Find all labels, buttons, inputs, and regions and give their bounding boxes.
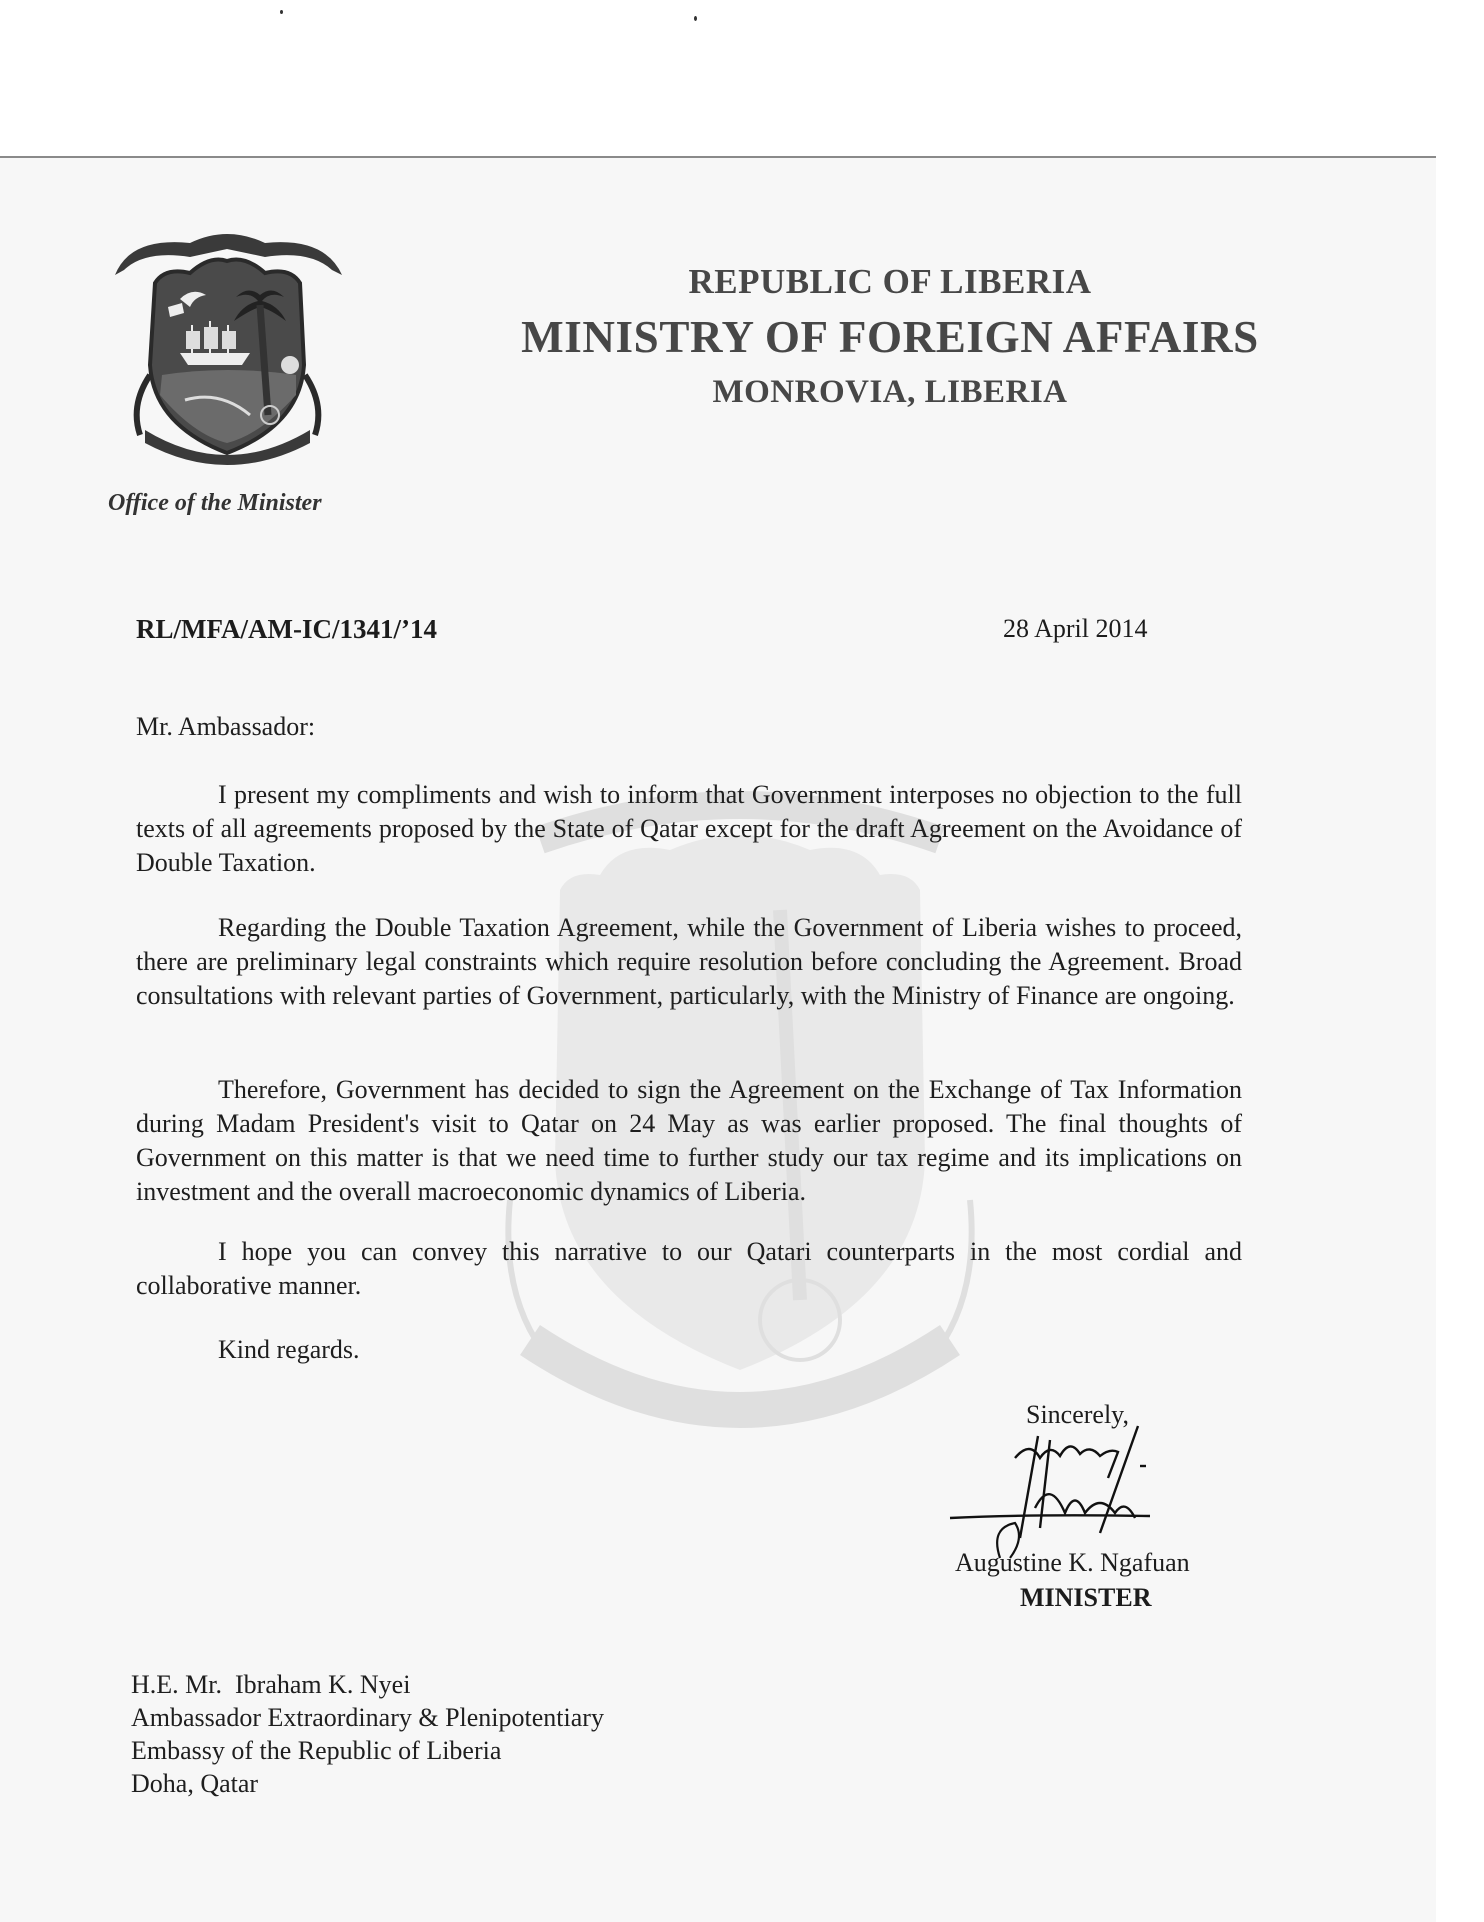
letterhead-ministry: MINISTRY OF FOREIGN AFFAIRS bbox=[521, 311, 1259, 362]
recipient-name: H.E. Mr. Ibraham K. Nyei bbox=[131, 1670, 411, 1699]
closing-line: Kind regards. bbox=[218, 1335, 360, 1364]
scan-speck bbox=[694, 16, 697, 21]
letterhead-country: REPUBLIC OF LIBERIA bbox=[688, 262, 1092, 301]
salutation: Mr. Ambassador: bbox=[136, 712, 316, 741]
body-paragraph: Regarding the Double Taxation Agreement, while the Government of Liberia wishes to proceed, there are preliminary legal constraints which require resolution before concluding the Agreement. Broad consultations with relevant parties of Government, particularly, with the Ministry of Finance are ongoing. bbox=[136, 913, 1242, 1010]
letter-date: 28 April 2014 bbox=[1003, 614, 1148, 643]
recipient-title: Ambassador Extraordinary & Plenipotentiary bbox=[131, 1703, 604, 1732]
office-label: Office of the Minister bbox=[108, 490, 322, 516]
scan-speck bbox=[280, 10, 283, 14]
handwritten-signature-icon bbox=[940, 1418, 1180, 1563]
body-paragraph: I present my compliments and wish to inform that Government interposes no objection to the full texts of all agreements proposed by the State of Qatar except for the draft Agreement on the Avoidance of Double Taxation. bbox=[136, 780, 1242, 877]
signatory-name: Augustine K. Ngafuan bbox=[955, 1548, 1190, 1577]
recipient-location: Doha, Qatar bbox=[131, 1769, 259, 1798]
signoff-sincerely: Sincerely, bbox=[1026, 1400, 1129, 1429]
reference-number: RL/MFA/AM-IC/1341/’14 bbox=[136, 614, 437, 644]
signatory-title: MINISTER bbox=[1020, 1583, 1152, 1612]
body-paragraph: Therefore, Government has decided to sign the Agreement on the Exchange of Tax Information during Madam President's visit to Qatar on 24 May as was earlier proposed. The final thoughts of Government on this matter is that we need time to further study our tax regime and its implications on investment and the overall macroeconomic dynamics of Liberia. bbox=[136, 1075, 1242, 1206]
body-paragraph: I hope you can convey this narrative to our Qatari counterparts in the most cordial and collaborative manner. bbox=[136, 1237, 1242, 1300]
coat-of-arms-icon bbox=[110, 225, 345, 465]
letterhead-city: MONROVIA, LIBERIA bbox=[712, 374, 1068, 410]
recipient-organization: Embassy of the Republic of Liberia bbox=[131, 1736, 502, 1765]
